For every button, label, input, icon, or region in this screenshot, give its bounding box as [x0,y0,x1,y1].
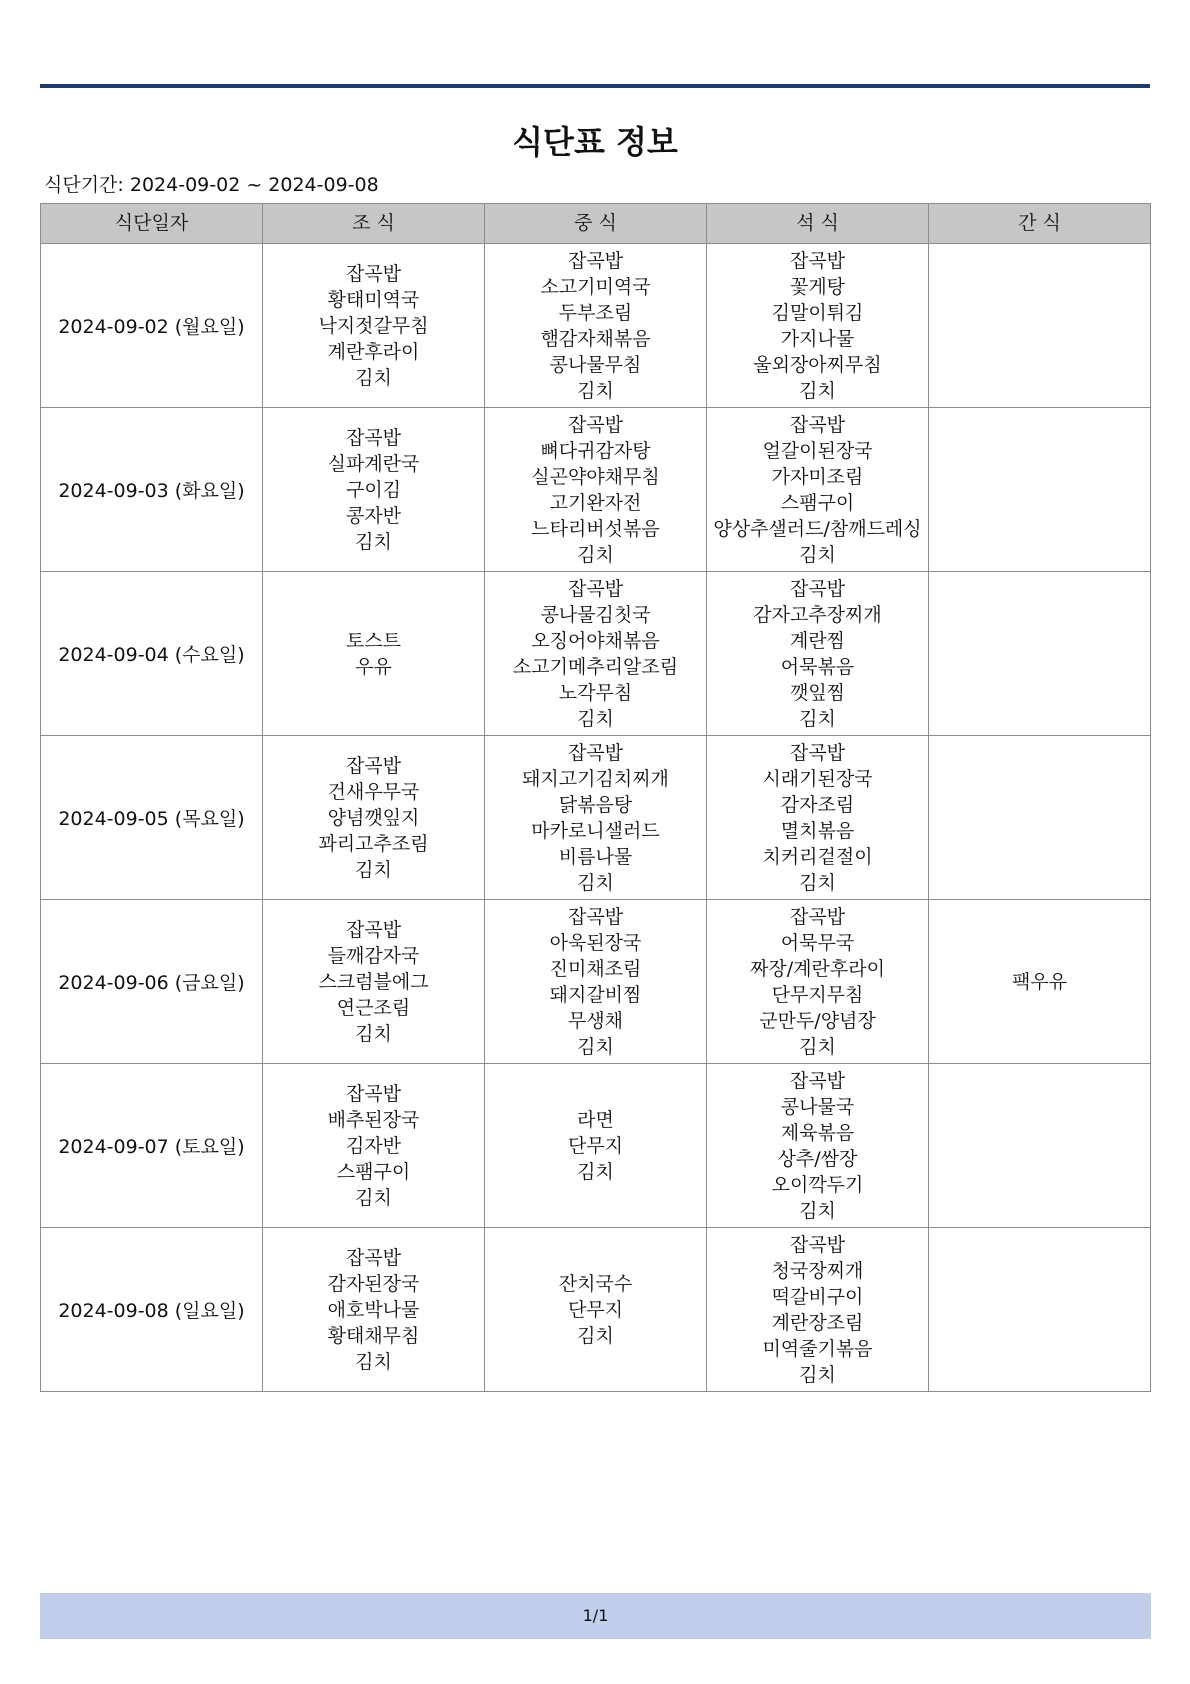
dinner-cell [707,1064,929,1228]
menu-item: 단무지 [567,1134,624,1157]
menu-item: 계란장조림 [771,1311,864,1334]
table-body [41,244,1151,1392]
menu-item: 잡곡밥 [567,577,624,600]
footer-bar [40,1593,1151,1639]
lunch-cell [485,736,707,900]
breakfast-cell [263,1228,485,1392]
menu-item: 김말이튀김 [771,301,864,324]
lunch-cell [485,244,707,408]
menu-item: 김치 [799,1199,836,1222]
snack-cell [929,1064,1151,1228]
date-cell: 2024-09-06 (금요일) [41,900,263,1064]
snack-cell [929,900,1151,1064]
menu-item: 김치 [799,1035,836,1058]
menu-item: 잡곡밥 [789,1233,846,1256]
menu-item: 잡곡밥 [789,1069,846,1092]
menu-item: 김치 [355,366,392,389]
dinner-cell [707,408,929,572]
date-cell: 2024-09-03 (화요일) [41,408,263,572]
menu-item: 오이깍두기 [771,1173,864,1196]
menu-item: 미역줄기볶음 [762,1337,873,1360]
header-lunch: 중 식 [485,204,707,244]
table-header-row [41,204,1151,244]
menu-item: 김자반 [345,1134,402,1157]
menu-item: 계란후라이 [327,340,420,363]
menu-item: 꽃게탕 [789,275,846,298]
menu-item: 청국장찌개 [771,1259,864,1282]
menu-item: 짜장/계란후라이 [750,957,885,980]
table-row [41,1064,1151,1228]
menu-item: 소고기미역국 [540,275,651,298]
menu-item: 라면 [577,1108,614,1131]
header-snack: 간 식 [929,204,1151,244]
table-row [41,244,1151,408]
menu-item: 햄감자채볶음 [540,327,651,350]
menu-item: 들깨감자국 [327,944,420,967]
menu-item: 배추된장국 [327,1108,420,1131]
menu-item: 연근조림 [336,996,411,1019]
menu-item: 제육볶음 [780,1121,855,1144]
menu-item: 감자고추장찌개 [753,603,882,626]
menu-item: 군만두/양념장 [759,1009,876,1032]
menu-item: 김치 [799,871,836,894]
breakfast-cell [263,572,485,736]
snack-cell [929,1228,1151,1392]
table-row [41,408,1151,572]
menu-item: 시래기된장국 [762,767,873,790]
menu-item: 잡곡밥 [567,249,624,272]
menu-item: 잡곡밥 [789,249,846,272]
table-row [41,900,1151,1064]
lunch-cell [485,1064,707,1228]
dinner-cell [707,1228,929,1392]
dinner-cell [707,572,929,736]
menu-item: 깻잎찜 [789,681,846,704]
menu-item: 울외장아찌무침 [753,353,882,376]
menu-item: 김치 [355,530,392,553]
menu-item: 건새우무국 [327,780,420,803]
menu-item: 잡곡밥 [345,1246,402,1269]
menu-item: 소고기메추리알조림 [512,655,679,678]
menu-item: 콩나물무침 [549,353,642,376]
menu-item: 어묵무국 [780,931,855,954]
menu-item: 가지나물 [780,327,855,350]
menu-item: 치커리겉절이 [762,845,873,868]
lunch-cell [485,900,707,1064]
menu-item: 잡곡밥 [789,577,846,600]
dinner-cell [707,900,929,1064]
table-row [41,1228,1151,1392]
menu-item: 김치 [355,1022,392,1045]
menu-item: 진미채조림 [549,957,642,980]
menu-item: 잡곡밥 [789,905,846,928]
menu-item: 낙지젓갈무침 [318,314,429,337]
menu-item: 느타리버섯볶음 [531,517,660,540]
menu-item: 단무지무침 [771,983,864,1006]
breakfast-cell [263,1064,485,1228]
lunch-cell [485,1228,707,1392]
menu-item: 애호박나물 [327,1298,420,1321]
header-dinner: 석 식 [707,204,929,244]
page-number: 1/1 [582,1606,609,1625]
menu-item: 닭볶음탕 [558,793,633,816]
breakfast-cell [263,244,485,408]
menu-item: 잡곡밥 [345,426,402,449]
menu-item: 계란찜 [789,629,846,652]
menu-item: 우유 [355,655,392,678]
menu-item: 김치 [577,543,614,566]
dinner-cell [707,244,929,408]
menu-item: 잔치국수 [558,1272,633,1295]
menu-item: 김치 [799,543,836,566]
menu-item: 마카로니샐러드 [531,819,660,842]
menu-item: 잡곡밥 [345,1082,402,1105]
menu-item: 무생채 [567,1009,624,1032]
menu-item: 황태미역국 [327,288,420,311]
menu-item: 김치 [577,379,614,402]
snack-cell [929,736,1151,900]
menu-item: 두부조림 [558,301,633,324]
menu-item: 돼지고기김치찌개 [522,767,669,790]
menu-item: 구이김 [345,478,402,501]
menu-item: 꽈리고추조림 [318,832,429,855]
menu-item: 김치 [799,707,836,730]
menu-item: 잡곡밥 [345,918,402,941]
menu-item: 돼지갈비찜 [549,983,642,1006]
menu-item: 가자미조림 [771,465,864,488]
menu-item: 오징어야채볶음 [531,629,660,652]
date-cell: 2024-09-05 (목요일) [41,736,263,900]
menu-item: 비름나물 [558,845,633,868]
lunch-cell [485,408,707,572]
menu-item: 잡곡밥 [789,413,846,436]
menu-item: 스팸구이 [336,1160,411,1183]
menu-item: 감자조림 [780,793,855,816]
menu-item: 김치 [577,1160,614,1183]
top-divider [40,84,1150,88]
menu-item: 고기완자전 [549,491,642,514]
menu-item: 노각무침 [558,681,633,704]
menu-item: 잡곡밥 [345,754,402,777]
date-cell: 2024-09-04 (수요일) [41,572,263,736]
dinner-cell [707,736,929,900]
menu-item: 토스트 [345,629,402,652]
menu-item: 어묵볶음 [780,655,855,678]
menu-item: 콩자반 [345,504,402,527]
snack-cell [929,408,1151,572]
menu-item: 잡곡밥 [567,905,624,928]
table-row [41,572,1151,736]
page-title: 식단표 정보 [512,123,678,161]
snack-cell [929,244,1151,408]
menu-item: 김치 [355,858,392,881]
menu-item: 김치 [355,1350,392,1373]
menu-item: 감자된장국 [327,1272,420,1295]
menu-item: 잡곡밥 [345,262,402,285]
menu-item: 양념깻잎지 [327,806,420,829]
menu-item: 황태채무침 [327,1324,420,1347]
menu-item: 잡곡밥 [567,741,624,764]
menu-item: 잡곡밥 [789,741,846,764]
menu-item: 양상추샐러드/참깨드레싱 [713,517,922,540]
menu-item: 단무지 [567,1298,624,1321]
menu-item: 떡갈비구이 [771,1285,864,1308]
menu-item: 김치 [577,871,614,894]
menu-item: 스팸구이 [780,491,855,514]
menu-item: 실파계란국 [327,452,420,475]
menu-item: 얼갈이된장국 [762,439,873,462]
menu-item: 실곤약야채무침 [531,465,660,488]
menu-item: 김치 [577,1324,614,1347]
menu-item: 팩우유 [1011,970,1068,993]
menu-item: 아욱된장국 [549,931,642,954]
header-date: 식단일자 [41,204,263,244]
menu-item: 김치 [577,707,614,730]
menu-item: 김치 [577,1035,614,1058]
breakfast-cell [263,736,485,900]
snack-cell [929,572,1151,736]
menu-item: 콩나물국 [780,1095,855,1118]
date-cell: 2024-09-08 (일요일) [41,1228,263,1392]
menu-item: 잡곡밥 [567,413,624,436]
menu-item: 김치 [355,1186,392,1209]
menu-item: 김치 [799,379,836,402]
menu-item: 멸치볶음 [780,819,855,842]
breakfast-cell [263,408,485,572]
lunch-cell [485,572,707,736]
menu-item: 스크럼블에그 [318,970,429,993]
menu-item: 김치 [799,1363,836,1386]
meal-table [40,203,1151,1392]
table-row [41,736,1151,900]
date-cell: 2024-09-02 (월요일) [41,244,263,408]
menu-item: 콩나물김칫국 [540,603,651,626]
date-cell: 2024-09-07 (토요일) [41,1064,263,1228]
menu-item: 뼈다귀감자탕 [540,439,651,462]
header-breakfast: 조 식 [263,204,485,244]
menu-item: 상추/쌈장 [777,1147,858,1170]
meal-period: 식단기간: 2024-09-02 ~ 2024-09-08 [44,174,379,196]
breakfast-cell [263,900,485,1064]
